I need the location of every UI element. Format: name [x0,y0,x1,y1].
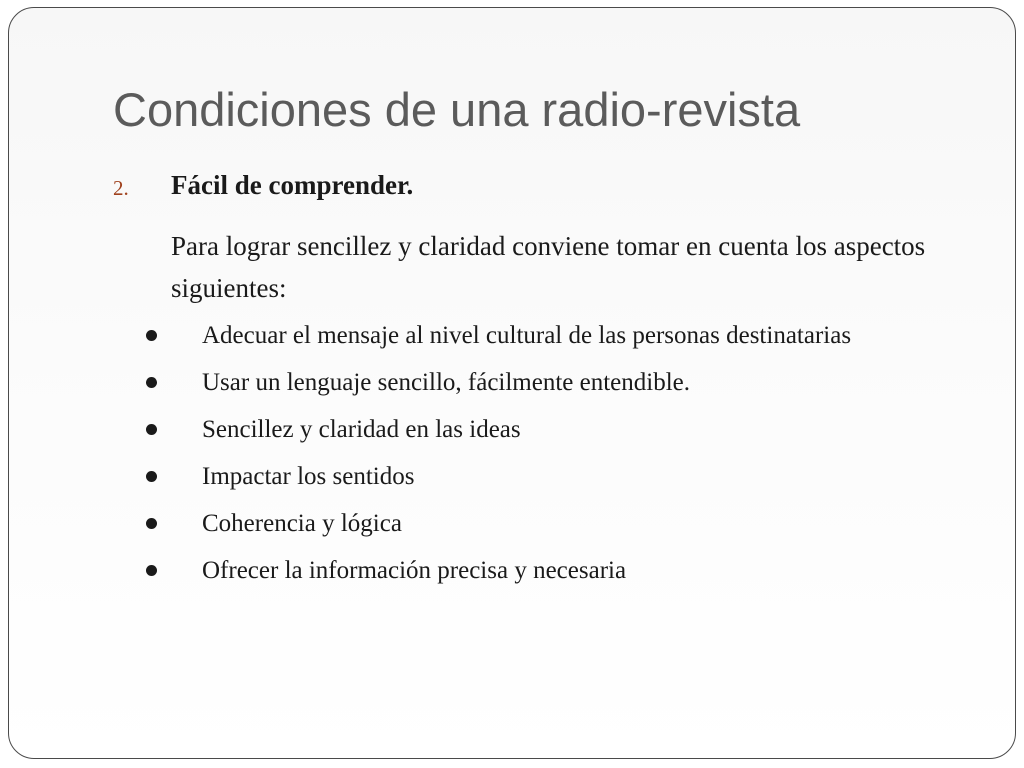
bullet-text: Usar un lenguaje sencillo, fácilmente entendible. [202,369,691,396]
bullet-icon [146,565,157,576]
bullet-item [0,363,852,403]
bullet-item [0,551,852,591]
bullet-icon [146,377,157,388]
bullet-item [0,504,852,544]
bullet-text: Adecuar el mensaje al nivel cultural de las personas destinatarias [202,322,852,349]
bullet-icon [146,424,157,435]
bullet-list [0,316,1024,598]
bullet-text: Sencillez y claridad en las ideas [202,416,521,443]
bullet-item [0,316,852,356]
item-heading: Fácil de comprender. [171,170,414,200]
bullet-icon [146,518,157,529]
bullet-item [0,457,852,497]
bullet-text: Impactar los sentidos [202,463,415,490]
bullet-icon [146,471,157,482]
bullet-text: Coherencia y lógica [202,510,402,537]
intro-paragraph: Para lograr sencillez y claridad conviene tomar en cuenta los aspectos siguientes: [171,231,926,303]
bullet-icon [146,330,157,341]
item-number: 2. [113,176,129,200]
bullet-item [0,410,852,450]
bullet-text: Ofrecer la información precisa y necesaria [202,557,627,584]
slide-title: Condiciones de una radio-revista [113,83,801,136]
